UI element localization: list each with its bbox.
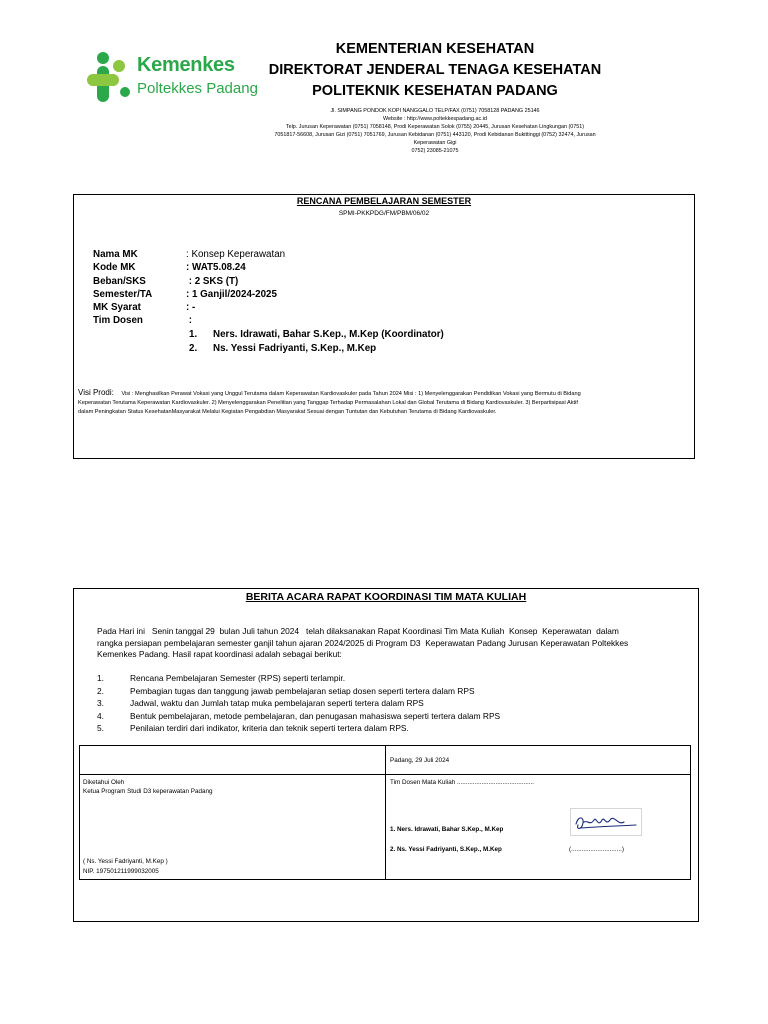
address-line: Jl. SIMPANG PONDOK KOPI NANGGALO TELP/FAX (0751) 7058128 PADANG 25146 [330,108,540,114]
berita-acara-title: BERITA ACARA RAPAT KOORDINASI TIM MATA KULIAH [245,591,527,603]
field-label-tim-dosen: Tim Dosen [93,315,143,326]
field-label-beban-sks: Beban/SKS [93,276,146,287]
logo-subtitle: Poltekkes Padang [137,80,258,97]
list-item: 3. Jadwal, waktu dan Jumlah tatap muka pembelajaran seperti tertera dalam RPS [97,698,424,708]
phone-line: 7051817-56608, Jurusan Gizi (0751) 7051769, Jurusan Kebidanan (0751) 443120, Prodi Kebidanan Bukittinggi (0752) 32474, Jurusan [274,132,596,138]
field-value-kode-mk: : WAT5.08.24 [186,262,246,273]
list-item: 4. Bentuk pembelajaran, metode pembelajaran, dan penugasan mahasiswa seperti tertera dalam RPS [97,711,501,721]
visi-text: Keperawatan Terutama Keperawatan Kardiovaskuler. 2) Menyelenggarakan Penelitian yang Tanggap Terhadap Permasalahan Lokal dan Global Terutama di Bidang Kardiovaskuler. 3) Berpartisipasi Aktif [78,400,578,406]
field-label-mk-syarat: MK Syarat [93,302,141,313]
rps-code: SPMI-PKKPDG/FM/PBM/06/02 [338,210,430,217]
field-value-semester: : 1 Ganjil/2024-2025 [186,289,277,300]
header-title-ministry: KEMENTERIAN KESEHATAN [335,41,535,57]
field-value-tim-dosen: : [186,315,192,326]
header-title-polytechnic: POLITEKNIK KESEHATAN PADANG [312,83,558,99]
tim-dosen-label: Tim Dosen Mata Kuliah ............................................ [390,779,534,786]
signatory-1: 1. Ners. Idrawati, Bahar S.Kep., M.Kep [390,826,504,833]
logo-name: Kemenkes [137,54,235,76]
table-divider-horizontal [79,774,691,775]
field-label-kode-mk: Kode MK [93,262,136,273]
field-value-nama-mk: : Konsep Keperawatan [186,249,286,260]
ketua-label: Ketua Program Studi D3 keperawatan Padang [83,788,213,795]
ketua-nip: NIP. 197501211999032005 [83,868,159,875]
place-date: Padang, 29 Juli 2024 [390,757,450,764]
dosen-number: 1. [189,329,198,340]
dosen-name: Ns. Yessi Fadriyanti, S.Kep., M.Kep [213,343,377,354]
paragraph-line: Pada Hari ini Senin tanggal 29 bulan Juli tahun 2024 telah dilaksanakan Rapat Koordinasi Tim Mata Kuliah Konsep Keperawatan dalam [97,626,619,636]
paragraph-line: Kemenkes Padang. Hasil rapat koordinasi adalah sebagai berikut: [97,649,342,659]
field-label-nama-mk: Nama MK [93,249,138,260]
table-divider-vertical [385,745,386,880]
list-item: 1. Rencana Pembelajaran Semester (RPS) seperti terlampir. [97,673,346,683]
visi-prodi [78,388,690,417]
ketua-name: ( Ns. Yessi Fadriyanti, M.Kep ) [83,858,168,865]
signature-blank: (.............................) [569,846,624,853]
rps-title: RENCANA PEMBELAJARAN SEMESTER [296,196,472,206]
berita-paragraph [97,626,691,661]
header-title-directorate: DIREKTORAT JENDERAL TENAGA KESEHATAN [268,62,602,78]
visi-label: Visi Prodi: [78,388,114,397]
diketahui-label: Diketahui Oleh [83,779,125,786]
field-value-mk-syarat: : - [186,302,196,313]
visi-text: dalam Peningkatan Status KesehatanMasyarakat Melalui Kegiatan Pengabdian Masyarakat Sesuai dengan Tuntutan dan Kebutuhan Terutama di Bidang Kardiovaskuler. [78,409,497,415]
dosen-name: Ners. Idrawati, Bahar S.Kep., M.Kep (Koordinator) [213,329,444,340]
list-item: 2. Pembagian tugas dan tanggung jawab pembelajaran setiap dosen seperti tertera dalam RPS [97,686,475,696]
signatory-2: 2. Ns. Yessi Fadriyanti, S.Kep., M.Kep [390,846,502,853]
website-line: Website : http://www.poltekkespadang.ac.id [383,116,487,122]
field-label-semester: Semester/TA [93,289,153,300]
rps-box [73,194,695,459]
phone-line: 0752) 23085-21075 [411,148,459,154]
dosen-number: 2. [189,343,198,354]
paragraph-line: rangka persiapan pembelajaran semester ganjil tahun ajaran 2024/2025 di Program D3 Keperawatan Padang Jurusan Keperawatan Poltekkes [97,637,629,648]
phone-line: Telp. Jurusan Keperawatan (0751) 7058148, Prodi Keperawatan Solok (0755) 20445, Jurusan Kesehatan Lingkungan (0751) [285,124,585,130]
list-item: 5. Penilaian terdiri dari indikator, kriteria dan teknik seperti tertera dalam RPS. [97,723,409,733]
field-value-beban-sks: : 2 SKS (T) [186,276,239,287]
handwritten-signature-icon [570,808,642,836]
visi-text: Visi : Menghasilkan Perawat Vokasi yang Unggul Terutama dalam Keperawatan Kardiovaskuler pada Tahun 2024 Misi : 1) Menyelenggarakan Pendidikan Vokasi yang Bermutu di Bidang [121,391,581,397]
phone-line: Keperawatan Gigi [413,140,457,146]
